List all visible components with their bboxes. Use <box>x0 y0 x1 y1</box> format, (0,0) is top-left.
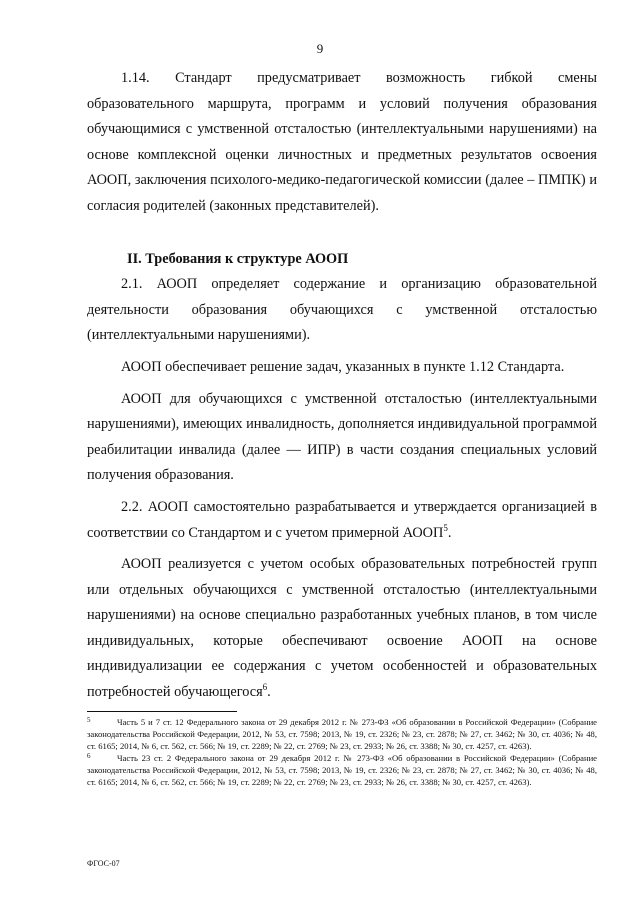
paragraph-1-14: 1.14. Стандарт предусматривает возможность гибкой смены образовательного маршрута, программ и условий получения образования обучающимися с умственной отсталостью (интеллектуальными нарушениями) на основе комплексной оценки личностных и предметных результатов освоения АООП, заключения психолого-медико-педагогической комиссии (далее – ПМПК) и согласия родителей (законных представителей). <box>87 70 597 214</box>
paragraph-implementation-text: АООП реализуется с учетом особых образовательных потребностей групп или отдельных обучающихся с умственной отсталостью (интеллектуальными нарушениями) на основе специально разработанных учебных планов, в том числе индивидуальных, которые обеспечивают освоение АООП на основе индивидуализации ее содержания с учетом особенностей и образовательных потребностей обучающегося <box>87 556 597 701</box>
footnote-ref-6[interactable]: 6 <box>262 682 268 693</box>
footnote: 5 Часть 5 и 7 ст. 12 Федерального закона от 29 декабря 2012 г. № 273-ФЗ «Об образовании в Российской Федерации» (Собрание законодательства Российской Федерации, 2012, № 53, ст. 7598; 2013, № 19, ст. 2326; № 23, ст. 2878; № 27, ст. 3462; № 30, ст. 4036; № 48, ст. 6165; 2014, № 6, ст. 562, ст. 566; № 19, ст. 2289; № 22, ст. 2769; № 23, ст. 2933; № 26, ст. 3388; № 30, ст. 4257, ст. 4263). <box>87 716 597 752</box>
footnote: 6 Часть 23 ст. 2 Федерального закона от 29 декабря 2012 г. № 273-ФЗ «Об образовании в Российской Федерации» (Собрание законодательства Российской Федерации, 2012, № 53, ст. 7598; 2013, № 19, ст. 2326; № 23, ст. 2878; № 27, ст. 3462; № 30, ст. 4036; № 48, ст. 6165; 2014, № 6, ст. 562, ст. 566; № 19, ст. 2289; № 22, ст. 2769; № 23, ст. 2933; № 26, ст. 3388; № 30, ст. 4257, ст. 4263). <box>87 752 597 788</box>
footnote-divider <box>87 711 237 712</box>
footnote-text: Часть 23 ст. 2 Федерального закона от 29 декабря 2012 г. № 273-ФЗ «Об образовании в Российской Федерации» (Собрание законодательства Российской Федерации, 2012, № 53, ст. 7598; 2013, № 19, ст. 2326; № 23, ст. 2878; № 27, ст. 3462; № 30, ст. 4036; № 48, ст. 6165; 2014, № 6, ст. 562, ст. 566; № 19, ст. 2289; № 22, ст. 2769; № 23, ст. 2933; № 26, ст. 3388; № 30, ст. 4257, ст. 4263). <box>87 753 597 788</box>
document-code: ФГОС-07 <box>87 859 120 868</box>
paragraph-ipr: АООП для обучающихся с умственной отсталостью (интеллектуальными нарушениями), имеющих инвалидность, дополняется индивидуальной программой реабилитации инвалида (далее — ИПР) в части создания специальных условий получения образования. <box>87 390 597 484</box>
footnote-ref-5[interactable]: 5 <box>443 522 448 533</box>
body-text <box>87 66 597 706</box>
paragraph-implementation-end: . <box>267 684 271 701</box>
paragraph-aoop-tasks: АООП обеспечивает решение задач, указанных в пункте 1.12 Стандарта. <box>121 358 565 375</box>
page-number: 9 <box>316 41 324 56</box>
footnote-text: Часть 5 и 7 ст. 12 Федерального закона от 29 декабря 2012 г. № 273-ФЗ «Об образовании в Российской Федерации» (Собрание законодательства Российской Федерации, 2012, № 53, ст. 7598; 2013, № 19, ст. 2326; № 23, ст. 2878; № 27, ст. 3462; № 30, ст. 4036; № 48, ст. 6165; 2014, № 6, ст. 562, ст. 566; № 19, ст. 2289; № 22, ст. 2769; № 23, ст. 2933; № 26, ст. 3388; № 30, ст. 4257, ст. 4263). <box>87 717 597 752</box>
paragraph-2-2-text: 2.2. АООП самостоятельно разрабатывается и утверждается организацией в соответствии со Стандартом и с учетом примерной АООП <box>87 498 597 541</box>
footnotes <box>87 716 597 789</box>
paragraph-2-2-end: . <box>447 524 452 541</box>
paragraph-2-1: 2.1. АООП определяет содержание и организацию образовательной деятельности образования обучающихся с умственной отсталостью (интеллектуальными нарушениями). <box>87 276 597 344</box>
section-heading: II. Требования к структуре АООП <box>127 250 349 267</box>
paragraph-2-2 <box>87 495 597 546</box>
paragraph-implementation <box>87 552 597 706</box>
